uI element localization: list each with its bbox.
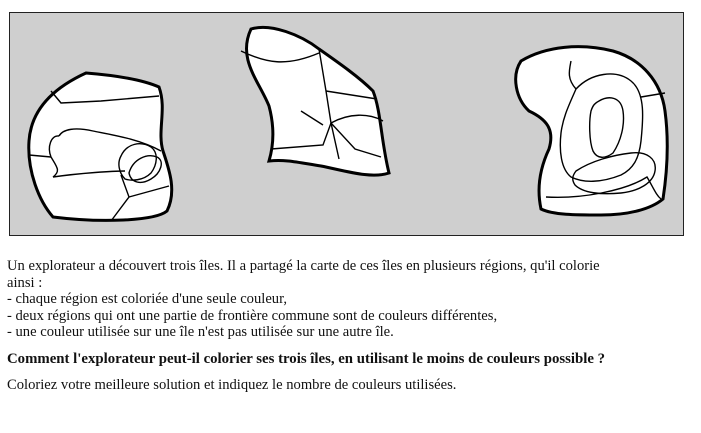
question-heading: Comment l'explorateur peut-il colorier ses trois îles, en utilisant le moins de couleurs possible ? <box>7 350 606 367</box>
intro-line-2: ainsi : <box>7 274 43 291</box>
islands-map <box>10 13 685 237</box>
island-left <box>29 73 172 221</box>
island-right-outline[interactable] <box>516 47 667 215</box>
intro-line-1: Un explorateur a découvert trois îles. Il a partagé la carte de ces îles en plusieurs régions, qu'il colorie <box>7 258 600 274</box>
problem-intro <box>7 258 687 341</box>
problem-text <box>7 258 687 394</box>
island-right <box>516 47 667 215</box>
island-middle <box>241 27 389 175</box>
map-frame <box>9 12 684 236</box>
rule-1: - chaque région est coloriée d'une seule couleur, <box>7 291 288 308</box>
rule-2: - deux régions qui ont une partie de frontière commune sont de couleurs différentes, <box>7 307 498 324</box>
instruction-text: Coloriez votre meilleure solution et indiquez le nombre de couleurs utilisées. <box>7 376 457 393</box>
rule-3: - une couleur utilisée sur une île n'est pas utilisée sur une autre île. <box>7 324 394 341</box>
